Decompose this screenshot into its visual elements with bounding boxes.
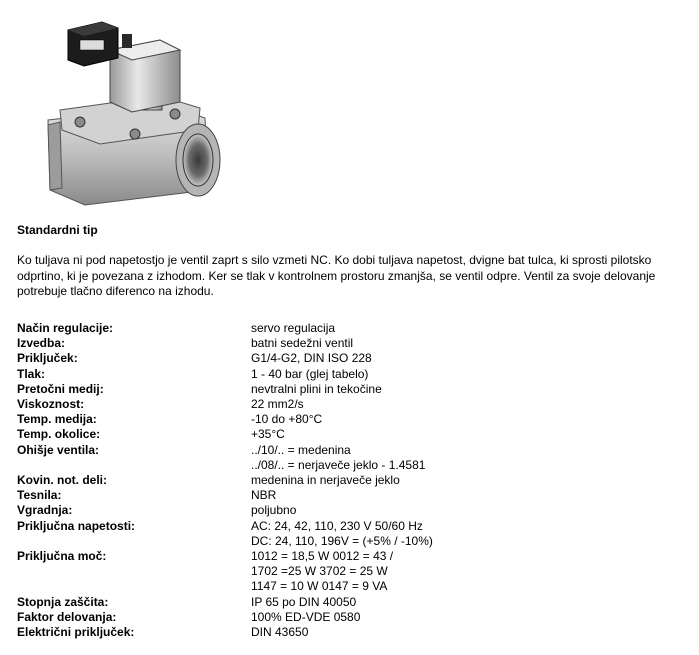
spec-row (17, 427, 677, 442)
spec-label: Tlak: (17, 366, 46, 381)
spec-label: Priključna napetosti: (17, 518, 136, 533)
spec-label: Temp. okolice: (17, 427, 101, 442)
spec-row (17, 367, 677, 382)
spec-values (251, 351, 677, 366)
spec-values (251, 625, 677, 640)
spec-values (251, 473, 677, 488)
spec-value: 1012 = 18,5 W 0012 = 43 / (251, 549, 394, 564)
spec-value: batni sedežni ventil (251, 336, 354, 351)
spec-row (17, 625, 677, 640)
spec-label: Tesnila: (17, 488, 62, 503)
solenoid-valve-image (40, 10, 240, 218)
spec-label: Stopnja zaščita: (17, 594, 109, 609)
spec-row (17, 595, 677, 610)
spec-value: DC: 24, 110, 196V = (+5% / -10%) (251, 533, 433, 548)
specifications-table (17, 321, 677, 640)
spec-row (17, 488, 677, 503)
spec-value: poljubno (251, 503, 297, 518)
spec-row (17, 397, 677, 412)
spec-value: medenina in nerjaveče jeklo (251, 473, 400, 488)
spec-value: 1702 =25 W 3702 = 25 W (251, 564, 388, 579)
spec-label: Ohišje ventila: (17, 442, 100, 457)
spec-values (251, 519, 677, 549)
spec-value: 100% ED-VDE 0580 (251, 609, 361, 624)
spec-row (17, 382, 677, 397)
spec-label: Način regulacije: (17, 321, 114, 335)
spec-value: servo regulacija (251, 321, 336, 335)
spec-row (17, 519, 677, 549)
spec-values (251, 397, 677, 412)
spec-label: Temp. medija: (17, 412, 97, 427)
spec-label: Vgradnja: (17, 503, 73, 518)
spec-row (17, 443, 677, 473)
spec-row (17, 549, 677, 595)
spec-value: AC: 24, 42, 110, 230 V 50/60 Hz (251, 518, 423, 533)
spec-values (251, 610, 677, 625)
spec-row (17, 321, 677, 336)
description-paragraph: Ko tuljava ni pod napetostjo je ventil zaprt s silo vzmeti NC. Ko dobi tuljava napetost, dvigne bat tulca, ki sprosti pilotsko odprtino, ki je povezana z izhodom. Ker se tlak v kontrolnem prostoru zmanjša, se ventil odpre. Ventil za svoje delovanje potrebuje tlačno diferenco na izhodu. (17, 253, 656, 298)
spec-row (17, 610, 677, 625)
spec-label: Izvedba: (17, 336, 66, 351)
spec-values (251, 595, 677, 610)
spec-value: 1 - 40 bar (glej tabelo) (251, 366, 369, 381)
spec-value: +35°C (251, 427, 285, 442)
spec-label: Viskoznost: (17, 397, 85, 412)
spec-values (251, 321, 677, 336)
spec-values (251, 412, 677, 427)
spec-row (17, 336, 677, 351)
spec-row (17, 473, 677, 488)
spec-values (251, 367, 677, 382)
spec-label: Pretočni medij: (17, 381, 104, 396)
section-heading: Standardni tip (17, 223, 98, 237)
spec-label: Kovin. not. deli: (17, 473, 107, 488)
spec-value: NBR (251, 488, 277, 503)
spec-values (251, 336, 677, 351)
spec-value: nevtralni plini in tekočine (251, 381, 382, 396)
spec-values (251, 427, 677, 442)
spec-label: Priključna moč: (17, 549, 107, 564)
spec-row (17, 503, 677, 518)
spec-value: DIN 43650 (251, 625, 309, 640)
spec-value: ../08/.. = nerjaveče jeklo - 1.4581 (251, 457, 426, 472)
spec-label: Priključek: (17, 351, 78, 366)
spec-label: Faktor delovanja: (17, 609, 117, 624)
spec-values (251, 488, 677, 503)
spec-values (251, 503, 677, 518)
spec-value: -10 do +80°C (251, 412, 323, 427)
spec-row (17, 351, 677, 366)
spec-value: 1147 = 10 W 0147 = 9 VA (251, 579, 388, 594)
spec-value: 22 mm2/s (251, 397, 304, 412)
spec-label: Električni priključek: (17, 625, 135, 640)
spec-row (17, 412, 677, 427)
spec-values (251, 443, 677, 473)
spec-values (251, 382, 677, 397)
spec-value: ../10/.. = medenina (251, 442, 351, 457)
spec-value: G1/4-G2, DIN ISO 228 (251, 351, 372, 366)
spec-value: IP 65 po DIN 40050 (251, 594, 357, 609)
spec-values (251, 549, 677, 595)
